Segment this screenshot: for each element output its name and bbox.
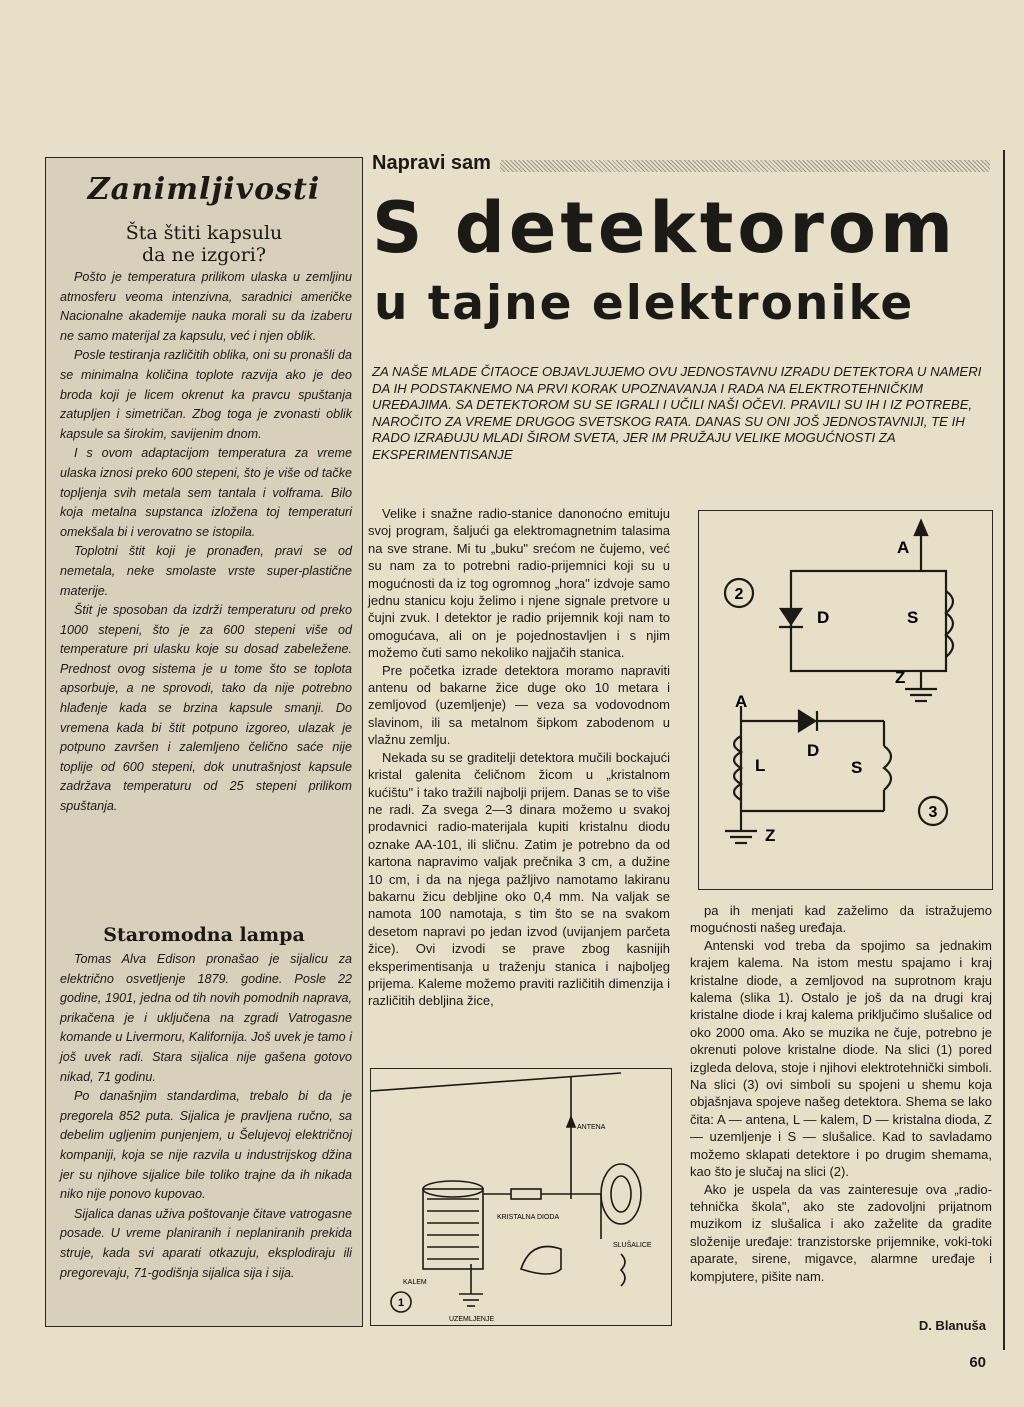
label-d-fig3: D (807, 741, 820, 760)
fig2-number: 2 (734, 586, 744, 603)
sidebar-paragraph: Posle testiranja različitih oblika, oni su pronašli da se minimalna količina toplote razvija ako je deo broda koji je licem okrenut ka pravcu spuštanja zatupljen i simetričan. Zbog toga je zvonasti oblik kapsule sa širokim, savijenim dnom. (60, 348, 352, 441)
article-paragraph: Velike i snažne radio-stanice danonoćno emituju svoj program, šaljući ga elektromagnetnim talasima na sve strane. Mi tu „buku" srećom ne čujemo, već su nam za to potrebni radio-prijemnici koji su u mogućnosti da iz tog ogromnog „hora" izdvoje samo jednu stanicu koju želimo i njene signale pretvore u čujni zvuk. I detektor je radio prijemnik koji nam to omogućava, ali on je pojednostavljen i s njim možemo čuti samo nekoliko najjačih stanica. (368, 506, 670, 661)
article-paragraph: pa ih menjati kad zaželimo da istražujemo mogućnosti našeg uređaja. (690, 903, 992, 936)
label-z-fig2: Z (895, 668, 906, 687)
label-z-fig3: Z (765, 826, 776, 845)
label-l-fig3: L (755, 756, 766, 775)
kicker-hatch-bar (500, 160, 990, 172)
fig3-number: 3 (928, 804, 938, 821)
sidebar-paragraph: Sijalica danas uživa poštovanje čitave vatrogasne posade. U vreme planiranih i neplaniranih prekida struje, kada svi aparati otkazuju, eksplodiraju ili pregorevaju, 71-godišnja sijalica sija i sija. (60, 1206, 352, 1280)
article-paragraph: Pre početka izrade detektora moramo napraviti antenu od bakarne žice duge oko 10 metara i zemljovod (uzemljenje) — veza sa vodovodnom slavinom, ili sa metalnom šipkom zabodenom u vlažnu zemlju. (368, 662, 670, 748)
article-paragraph: Ako je uspela da vas zainteresuje ova „radio-tehnička škola", ako ste zadovoljni prijatnom muzikom iz slušalica i ako zaželite da gradite složenije uređaje: tranzistorske prijemnike, voki-toki aparate, sirene, migavce, alarmne uređaje i kompjutere, pišite nam. (690, 1181, 992, 1284)
illustration-box (370, 1068, 672, 1326)
label-s-fig3: S (851, 758, 863, 777)
article-paragraph: Nekada su se graditelji detektora mučili bockajući kristal galenita čeličnom žicom u „kristalnom kućištu" i tako tražili najbolji prijem. Danas se to više ne radi. Za svega 2—3 dinara možemo u svakoj prodavnici radio-materijala kupiti kristalnu diodu oznake AA-101, ili sličnu. Zatim je potrebno da od kartona napravimo valjak prečnika 3 cm, a dužine 10 cm, i da na njega pažljivo namotamo lakiranu bakarnu žicu debljine oko 0,4 mm. Na valjak se namota 100 namotaja, s tim što se na svakom desetom napravi po jedan izvod (uvijanjem parčeta žice). Ovi izvodi se prave zbog kasnijih eksperimentisanja u traženju stanica i najboljeg prijema. Kaleme možemo praviti različitih dimenzija i različitih debljina žice, (368, 749, 670, 1009)
article-column-2 (690, 902, 992, 1285)
illustration-svg (371, 1069, 673, 1327)
sidebar-paragraph: Po današnjim standardima, trebalo bi da je pregorela 852 puta. Sijalica je pravljena ručno, sa debelim ugljenim punjenjem, u Šelujevoj električnoj kompaniji, koja se nije razvila u industrijskog džina jer su njihove sijalice bile toliko trajne da ih nikada niko nije ponovo kupovao. (60, 1089, 352, 1202)
schematic-svg (699, 511, 994, 891)
sidebar-paragraph: I s ovom adaptacijom temperatura za vreme ulaska iznosi preko 600 stepeni, što je više od tačke topljenja svih metala sem tantala i volframa. Bilo koja metalna supstanca izložena toj temperaturi omekšala bi i verovatno se istopila. (60, 446, 352, 539)
schematic-box (698, 510, 993, 890)
article-title-line1: S detektorom (372, 187, 957, 269)
article-title-line2: u tajne elektronike (374, 276, 915, 331)
label-a-fig3: A (735, 692, 748, 711)
sidebar-body2 (60, 950, 352, 1283)
article-lead: ZA NAŠE MLADE ČITAOCE OBJAVLJUJEMO OVU JEDNOSTAVNU IZRADU DETEKTORA U NAMERI DA IH PODSTAKNEMO NA PRVI KORAK UPOZNAVANJA I RADA NA ELEKTROTEHNIČKIM UREĐAJIMA. SA DETEKTOROM SU SE IGRALI I UČILI NAŠI OČEVI. PRAVILI SU IH I IZ POTREBE, NAROČITO ZA VREME DRUGOG SVETSKOG RATA. DANAS SU ONI JOŠ JEDNOSTAVNIJI, TE IH RADO IZRAĐUJU MLADI ŠIROM SVETA, JER IM PRUŽAJU VELIKE MOGUĆNOSTI ZA EKSPERIMENTISANJE (372, 364, 982, 462)
article-column-1 (368, 505, 670, 1010)
page-number: 60 (969, 1354, 986, 1371)
label-s-fig2: S (907, 608, 919, 627)
sidebar-paragraph: Pošto je temperatura prilikom ulaska u zemljinu atmosferu veoma intenzivna, saradnici američke Nacionalne akademije nauka morali su da izaberu ne samo materijal za kapsulu, već i njen oblik. (60, 270, 352, 343)
sidebar-heading: Zanimljivosti (87, 172, 321, 207)
label-d-fig2: D (817, 608, 830, 627)
label-slusalice: SLUŠALICE (613, 1242, 652, 1249)
label-a-fig2: A (897, 538, 910, 557)
sidebar-body (60, 268, 352, 817)
article-byline: D. Blanuša (918, 1318, 986, 1333)
sidebar-paragraph: Tomas Alva Edison pronašao je sijalicu za električno osvetljenje 1879. godine. Posle 22 godine, 1901, jedna od tih novih pomodnih naprava, prikačena je i uključena na zgradi Vatrogasne komande u Livermoru, Kalifornija. Još uvek je tamo i još uvek radi. Stara sijalica nije gašena gotovo nikad, 71 godinu. (60, 952, 352, 1084)
sidebar-subtitle (46, 222, 362, 266)
sidebar-subtitle-line1: Šta štiti kapsulu (125, 222, 283, 244)
sidebar-heading2: Staromodna lampa (103, 924, 305, 946)
sidebar-box (45, 157, 363, 1327)
article-kicker: Napravi sam (372, 152, 491, 174)
label-kristalna-dioda: KRISTALNA DIODA (497, 1214, 560, 1221)
article-paragraph: Antenski vod treba da spojimo sa jednakim krajem kalema. Na istom mestu spajamo i kraj kristalne diode, a zemljovod na suprotnom kraju kalema (slika 1). Ostalo je još da na drugi kraj kristalne diode i kraj kalema priključimo slušalice od oko 2000 oma. Ako se muzika ne čuje, potrebno je okrenuti polove kristalne diode. Na slici (1) pored izgleda delova, stoje i njihovi elektrotehnički simboli. Na slici (3) ovi simboli su spojeni u shemu koja objašnjava spojeve našeg detektora. Shema se lako čita: A — antena, L — kalem, D — kristalna dioda, Z — uzemljenje i S — slušalice. Kad to savladamo možemo sklapati detektore i po drugim shemama, kao što je slučaj na slici (2). (690, 937, 992, 1180)
sidebar-paragraph: Toplotni štit koji je pronađen, pravi se od nemetala, neke smolaste vrste super-plastične materije. (60, 544, 352, 598)
sidebar-paragraph: Štit je sposoban da izdrži temperaturu od preko 1000 stepeni, što je za 600 stepeni više od temperature pri ulasku koje su dosad zabeležene. Prednost ovog sistema je u tome što se toplota apsorbuje, a ne sprovodi, tako da nije potrebno hlađenje kada se brzina kapsule smanji. Do vremena kada bi štit potpuno izgoreo, ulazak je potpuno završen i zalemljeno čelično saće nije toplije od 600 stepeni, dok unutrašnjost kapsule zadržava temperaturu od 25 stepeni prilikom spuštanja. (60, 603, 352, 814)
sidebar-subtitle-line2: da ne izgori? (141, 244, 267, 266)
label-uzemljenje: UZEMLJENJE (449, 1316, 495, 1323)
label-antena: ANTENA (577, 1124, 606, 1131)
right-rule (1003, 150, 1005, 1350)
label-kalem: KALEM (403, 1279, 427, 1286)
fig1-number: 1 (397, 1297, 405, 1309)
